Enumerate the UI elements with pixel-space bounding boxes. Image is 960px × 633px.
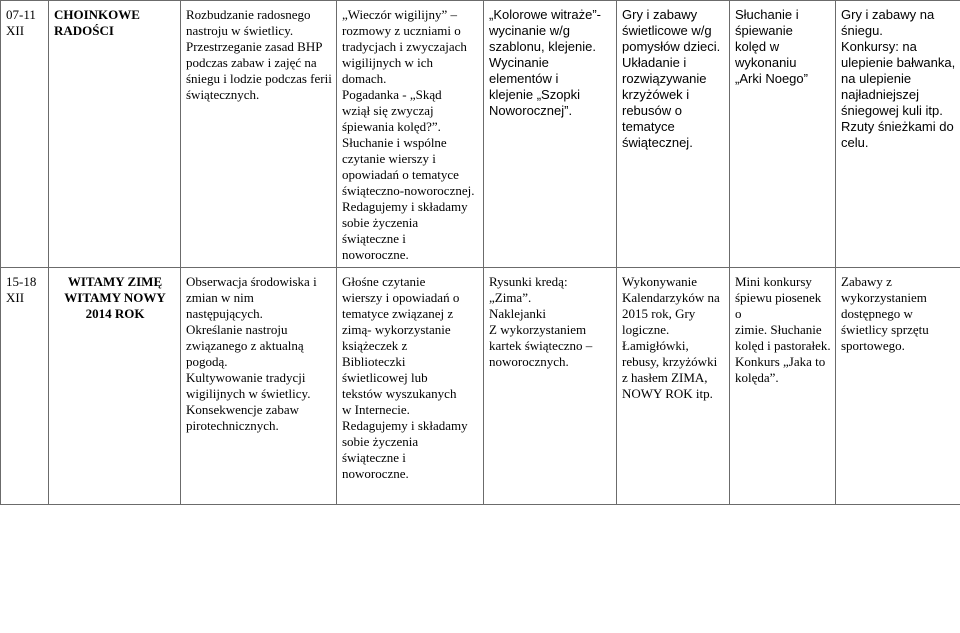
date-cell: 07-11 XII <box>1 1 49 268</box>
activity-cell: Obserwacja środowiska i zmian w nim następujących. Określanie nastroju związanego z aktualną pogodą. Kultywowanie tradycji wigilijnych w świetlicy. Konsekwencje zabaw pirotechnicznych. <box>181 268 337 505</box>
activity-cell: „Wieczór wigilijny” – rozmowy z uczniami o tradycjach i zwyczajach wigilijnych w ich domach. Pogadanka - „Skąd wziął się zwyczaj śpiewania kolęd?”. Słuchanie i wspólne czytanie wierszy i opowiadań o tematyce świąteczno-noworocznej. Redagujemy i składamy sobie życzenia świąteczne i noworoczne. <box>337 1 484 268</box>
table-row <box>1 1 960 268</box>
activity-cell: Zabawy z wykorzystaniem dostępnego w świetlicy sprzętu sportowego. <box>836 268 960 505</box>
theme-cell: CHOINKOWE RADOŚCI <box>49 1 181 268</box>
activity-cell: „Kolorowe witraże”- wycinanie w/g szablonu, klejenie. Wycinanie elementów i klejenie „Szopki Noworocznej”. <box>484 1 617 268</box>
activity-cell: Głośne czytanie wierszy i opowiadań o tematyce związanej z zimą- wykorzystanie książeczek z Biblioteczki świetlicowej lub tekstów wyszukanych w Internecie. Redagujemy i składamy sobie życzenia świąteczne i noworoczne. <box>337 268 484 505</box>
theme-cell: WITAMY ZIMĘ WITAMY NOWY 2014 ROK <box>49 268 181 505</box>
activity-cell: Wykonywanie Kalendarzyków na 2015 rok, Gry logiczne. Łamigłówki, rebusy, krzyżówki z hasłem ZIMA, NOWY ROK itp. <box>617 268 730 505</box>
activity-cell: Słuchanie i śpiewanie kolęd w wykonaniu „Arki Noego” <box>730 1 836 268</box>
activity-cell: Rysunki kredą: „Zima”. Naklejanki Z wykorzystaniem kartek świąteczno – noworocznych. <box>484 268 617 505</box>
date-cell: 15-18 XII <box>1 268 49 505</box>
activity-cell: Gry i zabawy na śniegu. Konkursy: na ulepienie bałwanka, na ulepienie najładniejszej śniegowej kuli itp. Rzuty śnieżkami do celu. <box>836 1 960 268</box>
activity-cell: Gry i zabawy świetlicowe w/g pomysłów dzieci. Układanie i rozwiązywanie krzyżówek i rebusów o tematyce świątecznej. <box>617 1 730 268</box>
activity-cell: Mini konkursy śpiewu piosenek o zimie. Słuchanie kolęd i pastorałek. Konkurs „Jaka to kolęda”. <box>730 268 836 505</box>
table-row <box>1 268 960 505</box>
activity-cell: Rozbudzanie radosnego nastroju w świetlicy. Przestrzeganie zasad BHP podczas zabaw i zajęć na śniegu i lodzie podczas ferii świątecznych. <box>181 1 337 268</box>
